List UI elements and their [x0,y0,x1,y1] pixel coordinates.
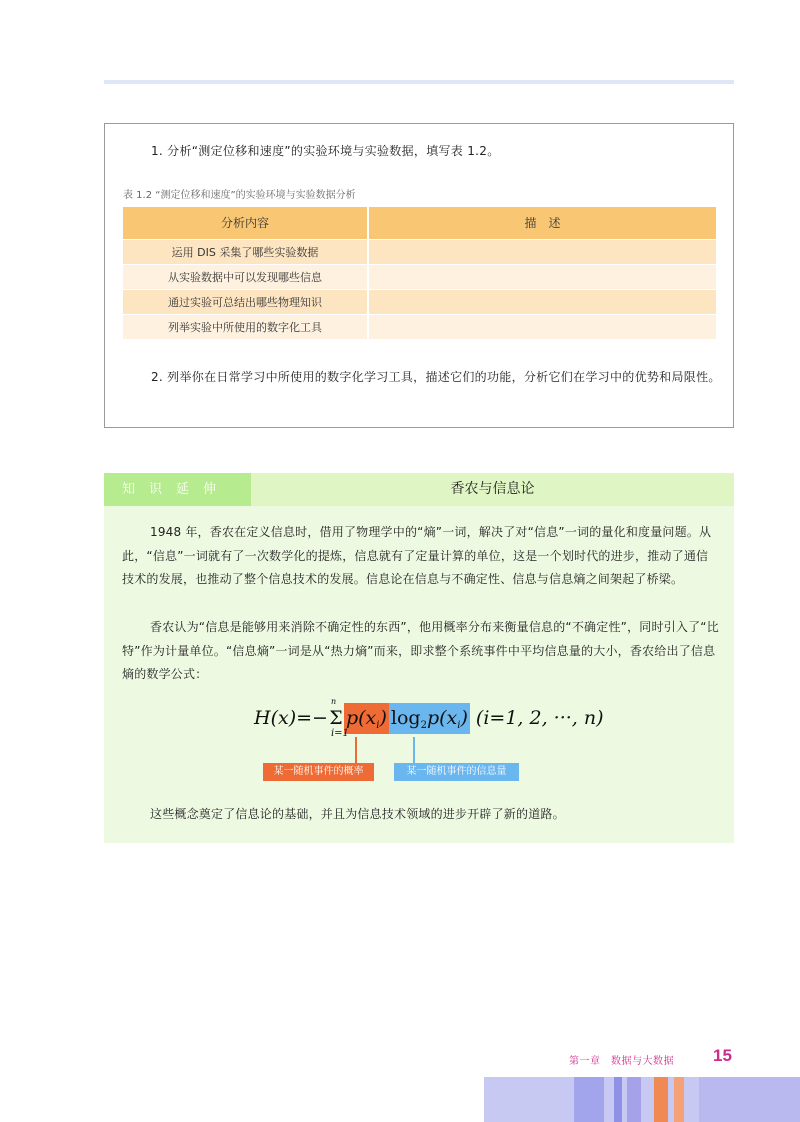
footer-bar [627,1077,641,1122]
header-rule [104,80,734,84]
footer-bar [614,1077,622,1122]
probability-term: $p(x_i)$ [344,703,389,734]
knowledge-extension [104,473,734,843]
table-row [123,264,716,289]
table-cell: 列举实验中所使用的数字化工具 [123,314,368,339]
paragraph: 香农认为“信息是能够用来消除不确定性的东西”，他用概率分布来衡量信息的“不确定性”，同时引入了“比特”作为计量单位。“信息熵”一词是从“热力熵”而来，即求整个系统事件中平均信息量的大小，香农给出了信息熵的数学公式： [122,620,719,681]
table-header-description: 描 述 [368,207,716,239]
chapter-footer: 第一章 数据与大数据 [569,1056,674,1067]
question-1: 1. 分析“测定位移和速度”的实验环境与实验数据，填写表 1.2。 [151,144,500,158]
table-cell-empty[interactable] [368,289,716,314]
footer-bar [654,1077,668,1122]
footer-bar [574,1077,604,1122]
formula-range: (i=1, 2, ···, n) [475,707,604,730]
table-cell-empty[interactable] [368,314,716,339]
paragraph: 1948 年，香农在定义信息时，借用了物理学中的“熵”一词，解决了对“信息”一词的量化和度量问题。从此，“信息”一词就有了一次数学化的提炼，信息就有了定量计算的单位，这是一个划时代的进步，推动了通信技术的发展，也推动了整个信息技术的发展。信息论在信息与不确定性、信息与信息熵之间架起了桥梁。 [122,525,712,586]
information-term: $\log_2p(x_i)$ [389,703,470,734]
table-row [123,289,716,314]
table-row [123,314,716,339]
question-2: 2. 列举你在日常学习中所使用的数字化学习工具，描述它们的功能，分析它们在学习中的优势和局限性。 [151,370,721,384]
table-cell: 通过实验可总结出哪些物理知识 [123,289,368,314]
table-caption: 表 1.2 “测定位移和速度”的实验环境与实验数据分析 [123,190,356,201]
table-cell-empty[interactable] [368,264,716,289]
probability-label: 某一随机事件的概率 [263,763,374,781]
extension-title: 香农与信息论 [450,481,535,497]
paragraph: 这些概念奠定了信息论的基础，并且为信息技术领域的进步开辟了新的道路。 [150,807,565,821]
exercise-box [104,123,734,428]
information-label: 某一随机事件的信息量 [394,763,519,781]
table-cell: 运用 DIS 采集了哪些实验数据 [123,239,368,264]
entropy-formula [254,697,604,740]
table-cell-empty[interactable] [368,239,716,264]
table-cell: 从实验数据中可以发现哪些信息 [123,264,368,289]
footer-bar [699,1077,800,1122]
formula-lhs: H(x)=− [254,707,328,730]
connector-line-blue [413,737,415,765]
extension-header [104,473,734,506]
extension-tag: 知识延伸 [104,473,251,506]
connector-line-orange [355,737,357,765]
table-row [123,239,716,264]
footer-color-bars [484,1077,800,1122]
table-header-content: 分析内容 [123,207,368,239]
sigma-symbol: Σ n i=1 [329,697,349,740]
table-header-row [123,207,716,239]
page-number: 15 [713,1046,732,1065]
footer-bar [674,1077,684,1122]
analysis-table [123,207,716,339]
